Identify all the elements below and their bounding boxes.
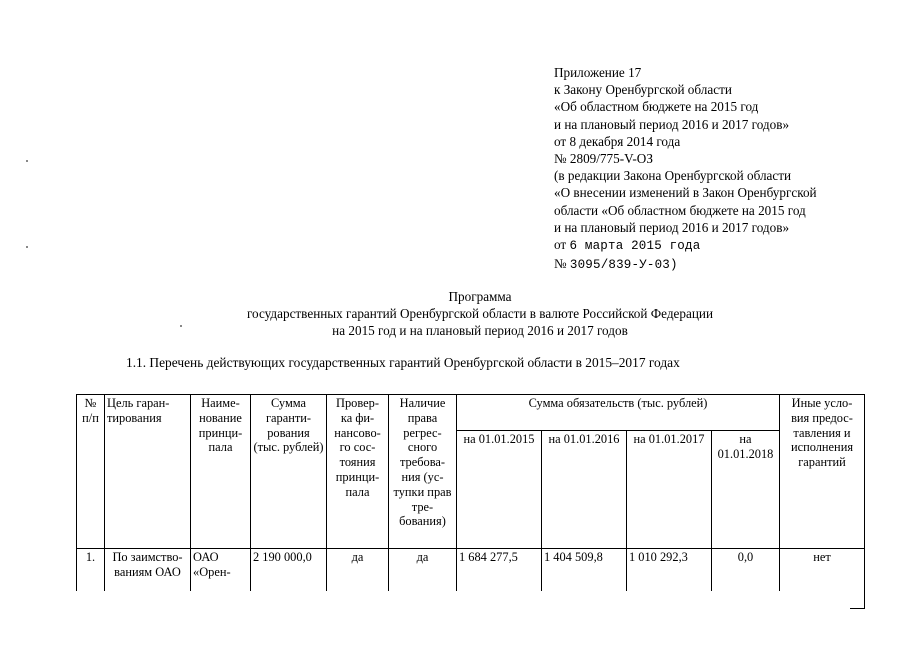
- scan-speck: [26, 160, 28, 162]
- appendix-line: № 2809/775-V-ОЗ: [554, 151, 653, 167]
- section-title: 1.1. Перечень действующих государственных гарантий Оренбургской области в 2015–2017 годах: [126, 355, 680, 370]
- cell-obligation-2018: 0,0: [712, 549, 780, 609]
- amendment-number: 3095/839-У-03): [569, 258, 678, 273]
- cell-obligation-2016: 1 404 509,8: [542, 549, 627, 609]
- header-financial-check: Провер- ка фи- нансово- го сос- тояния принци- пала: [327, 395, 389, 549]
- amendment-date-line: [554, 236, 817, 255]
- cell-obligation-2017: 1 010 292,3: [627, 549, 712, 609]
- table-header-row: [77, 395, 865, 431]
- appendix-line: «Об областном бюджете на 2015 год: [554, 99, 759, 115]
- appendix-line: от 8 декабря 2014 года: [554, 133, 681, 149]
- header-date-2016: на 01.01.2016: [542, 431, 627, 549]
- cell-other-conditions: нет: [780, 549, 865, 609]
- scan-speck: [26, 246, 28, 248]
- cell-regress-right: да: [389, 549, 457, 609]
- header-date-2017: на 01.01.2017: [627, 431, 712, 549]
- program-subtitle: государственных гарантий Оренбургской области в валюте Российской Федерации: [246, 306, 714, 321]
- cell-num: 1.: [77, 549, 105, 609]
- header-amount: Сумма гаранти- рования (тыс. рублей): [251, 395, 327, 549]
- header-obligations-group: Сумма обязательств (тыс. рублей): [457, 395, 780, 431]
- appendix-line: к Закону Оренбургской области: [554, 82, 732, 98]
- cell-principal: ОАО «Орен-: [191, 549, 251, 609]
- appendix-line: Приложение 17: [554, 65, 642, 80]
- program-period: на 2015 год и на плановый период 2016 и 2017 годов: [332, 323, 628, 338]
- header-other-conditions: Иные усло- вия предос- тавления и исполнения гарантий: [780, 395, 865, 549]
- header-principal: Наиме- нование принци- пала: [191, 395, 251, 549]
- amendment-number-prefix: №: [554, 256, 567, 272]
- amendment-date-prefix: от: [554, 237, 567, 253]
- header-date-2018: на 01.01.2018: [712, 431, 780, 549]
- cell-amount: 2 190 000,0: [251, 549, 327, 609]
- appendix-line: и на плановый период 2016 и 2017 годов»: [554, 116, 790, 132]
- appendix-line: «О внесении изменений в Закон Оренбургской: [554, 185, 817, 201]
- appendix-block: [554, 64, 817, 274]
- program-title: Программа: [448, 289, 512, 304]
- cell-purpose: По заимство- ваниям ОАО: [105, 549, 191, 609]
- cell-obligation-2015: 1 684 277,5: [457, 549, 542, 609]
- scan-speck: [180, 325, 182, 327]
- amendment-date: 6 марта 2015 года: [569, 239, 701, 254]
- appendix-line: области «Об областном бюджете на 2015 год: [554, 202, 806, 218]
- guarantees-table: [76, 394, 865, 609]
- header-purpose: Цель гаран- тирования: [105, 395, 191, 549]
- header-date-2015: на 01.01.2015: [457, 431, 542, 549]
- program-heading: [140, 288, 820, 339]
- amendment-number-line: [554, 255, 817, 274]
- page-cutoff-mask: [70, 591, 850, 651]
- appendix-line: и на плановый период 2016 и 2017 годов»: [554, 219, 790, 235]
- header-num: № п/п: [77, 395, 105, 549]
- appendix-line: (в редакции Закона Оренбургской области: [554, 168, 792, 184]
- cell-financial-check: да: [327, 549, 389, 609]
- header-regress-right: Наличие права регрес- сного требова- ния (ус- тупки прав тре- бования): [389, 395, 457, 549]
